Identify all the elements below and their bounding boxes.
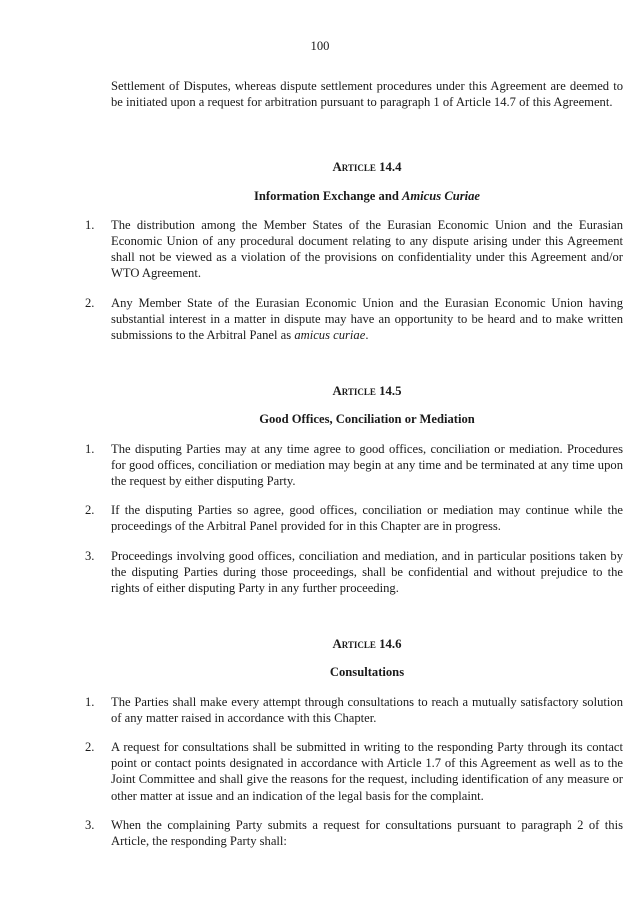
article-paragraph-list: [85, 694, 623, 850]
paragraph-number: 1.: [85, 217, 95, 232]
article-title-text: Information Exchange and: [253, 188, 402, 203]
paragraph-text-tail: .: [365, 328, 369, 343]
paragraph-text: Proceedings involving good offices, conciliation and mediation, and in particular positions taken by the disputing Parties during those proceedings, shall be confidential and without prejudice to the rights of either disputing Party in any further proceeding.: [111, 548, 623, 596]
list-item: [85, 739, 623, 804]
paragraph-text: The disputing Parties may at any time agree to good offices, conciliation or mediation. Procedures for good offices, conciliation or mediation may begin at any time and be terminated at any time upon the request by either disputing Party.: [111, 441, 623, 489]
paragraph-number: 3.: [85, 548, 95, 563]
article-paragraph-list: [85, 217, 623, 343]
paragraph-number: 1.: [85, 694, 95, 709]
article-title: Good Offices, Conciliation or Mediation: [259, 412, 475, 427]
article-title-italic: Amicus Curiae: [401, 188, 481, 203]
intro-paragraph: Settlement of Disputes, whereas dispute settlement procedures under this Agreement are deemed to be initiated upon a request for arbitration pursuant to paragraph 1 of Article 14.7 of this Agreement.: [111, 79, 623, 110]
list-item: [85, 441, 623, 490]
article-title: Consultations: [329, 665, 405, 680]
article-title: [111, 188, 623, 204]
article-heading: Article 14.6: [332, 637, 402, 652]
list-item: [85, 502, 623, 534]
paragraph-text: The Parties shall make every attempt through consultations to reach a mutually satisfactory solution of any matter raised in accordance with this Chapter.: [111, 694, 623, 725]
article-paragraph-list: [85, 441, 623, 597]
list-item: [85, 694, 623, 726]
list-item: [85, 817, 623, 849]
paragraph-text: A request for consultations shall be submitted in writing to the responding Party through its contact point or contact points designated in accordance with Article 1.7 of this Agreement as well as to the Joint Committee and shall give the reasons for the request, including identification of any measure or other matter at issue and an indication of the legal basis for the complaint.: [111, 740, 623, 803]
paragraph-number: 2.: [85, 740, 95, 755]
paragraph-number: 2.: [85, 295, 95, 310]
paragraph-text: The distribution among the Member States of the Eurasian Economic Union and the Eurasian Economic Union of any procedural document relating to any dispute arising under this Agreement shall not be viewed as a violation of the provisions on confidentiality under this Agreement and/or WTO Agreement.: [111, 217, 623, 281]
paragraph-number: 3.: [85, 817, 95, 832]
paragraph-text: If the disputing Parties so agree, good offices, conciliation or mediation may continue while the proceedings of the Arbitral Panel provided for in this Chapter are in progress.: [111, 503, 623, 534]
article-heading: Article 14.4: [332, 160, 402, 175]
paragraph-text: Any Member State of the Eurasian Economic Union and the Eurasian Economic Union having substantial interest in a matter in dispute may have an opportunity to be heard and to make written submissions to the Arbitral Panel as: [111, 295, 623, 343]
page-number: 100: [310, 39, 330, 53]
article-heading: Article 14.5: [332, 384, 402, 399]
list-item: [85, 295, 623, 344]
list-item: [85, 548, 623, 597]
page-content: [85, 78, 623, 862]
paragraph-number: 2.: [85, 503, 95, 518]
paragraph-text: When the complaining Party submits a request for consultations pursuant to paragraph 2 of this Article, the responding Party shall:: [111, 817, 623, 849]
paragraph-number: 1.: [85, 441, 95, 456]
paragraph-italic-text: amicus curiae: [294, 328, 366, 343]
list-item: [85, 217, 623, 282]
